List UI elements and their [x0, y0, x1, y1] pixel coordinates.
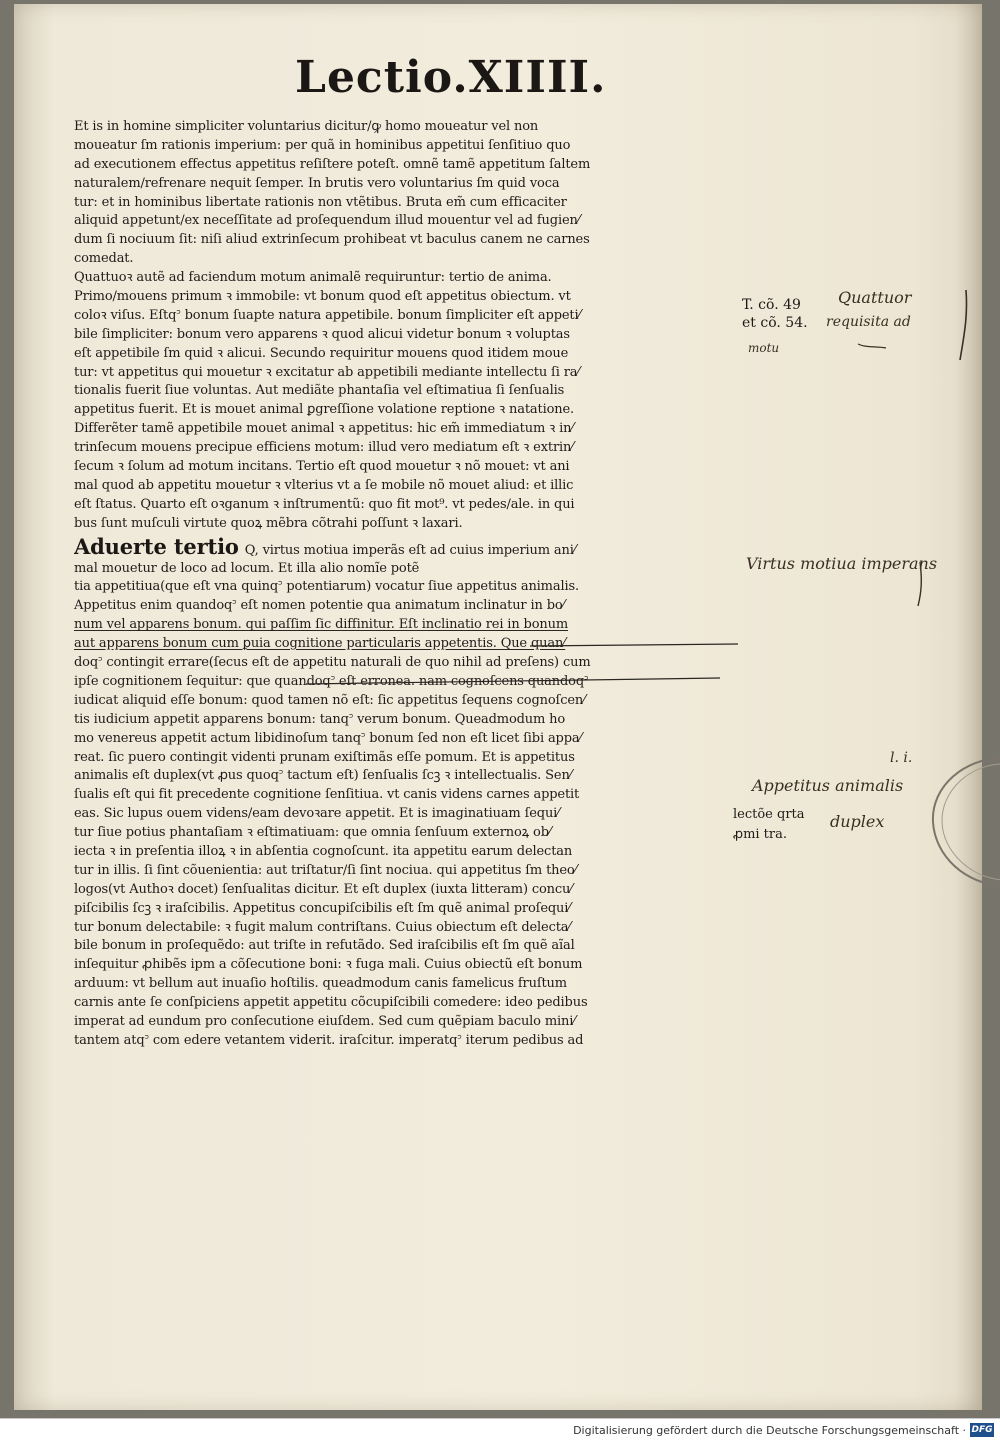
text-line: coloꝛ viſus. Eſtq꜄ bonum ſuapte natura appetibile. bonum ſimpliciter eſt appeti⁄ [74, 307, 581, 323]
text-line: Primo/mouens primum ꝛ immobile: vt bonum quod eſt appetitus obiectum. vt [74, 289, 571, 305]
main-text-column [74, 118, 740, 1051]
handwritten-note-virtus: Virtus motiua imperans [746, 554, 938, 573]
text-line: reat. ſic puero contingit videnti prunam exiſtimãs eſſe pomum. Et is appetitus [74, 749, 575, 765]
text-line: appetitus fuerit. Et is mouet animal ꝑgreſſione volatione reptione ꝛ natatione. [74, 402, 574, 418]
text-line: tur in illis. ſi ſint cõuenientia: aut triſtatur/ſi ſint nociua. qui appetitus ſm theo⁄ [74, 862, 577, 878]
lesson-heading: Lectio.XIIII. [295, 52, 607, 103]
margin-ref-2: et cõ. 54. [742, 315, 808, 331]
text-line: Appetitus enim quandoq꜄ eſt nomen potentie qua animatum inclinatur in bo⁄ [74, 598, 565, 614]
text-line: ſualis eſt qui fit precedente cognitione ſenſitiua. vt canis videns carnes appetit [74, 787, 580, 803]
text-line: Et is in homine simpliciter voluntarius dicitur/ꝙ homo moueatur vel non [74, 119, 539, 134]
handwritten-note-appetitus: Appetitus animalis [752, 776, 904, 795]
text-line-underlined: aut apparens bonum cum ꝑuia cognitione particularis appetentis. Que quan⁄ [74, 636, 566, 652]
text-line: imperat ad eundum pro conſecutione eiuſdem. Sed cum quẽpiam baculo mini⁄ [74, 1013, 576, 1029]
text-line-underlined: num vel apparens bonum. qui paſſim ſic diffinitur. Eſt inclinatio rei in bonum [74, 617, 568, 633]
text-line: tis iudicium appetit apparens bonum: tanq꜄ verum bonum. Queadmodum ho [74, 711, 566, 727]
text-line: inſequitur ꝓhibẽs ipm a cõſecutione boni: ꝛ fuga mali. Cuius obiectũ eſt bonum [74, 957, 583, 973]
text-line: eas. Sic lupus ouem videns/eam devoꝛare appetit. Et is imaginatiuam ſequi⁄ [74, 806, 560, 822]
text-line: bile bonum in proſequẽdo: aut triſte in refutãdo. Sed iraſcibilis eſt ſm quẽ aĩal [74, 938, 575, 954]
paragraph-1 [74, 118, 740, 269]
text-line: doq꜄ contingit errare(ſecus eſt de appetitu naturali de quo nihil ad preſens) cum [74, 655, 591, 671]
text-line: tur bonum delectabile: ꝛ fugit malum contriſtans. Cuius obiectum eſt delecta⁄ [74, 919, 571, 935]
margin-note-2: ꝓmi tra. [733, 827, 788, 842]
handwritten-note-duplex: duplex [830, 812, 885, 831]
dfg-logo: DFG [971, 1425, 993, 1435]
text-line: carnis ante ſe conſpiciens appetit appetitu cõcupiſcibili comedere: ideo pedibus [74, 995, 588, 1011]
text-line: iecta ꝛ in preſentia illoꝝ ꝛ in abſentia cognoſcunt. ita appetitu earum delectan [74, 843, 573, 859]
margin-ref-1: T. cõ. 49 [742, 297, 801, 313]
text-line: naturalem/refrenare nequit ſemper. In brutis vero voluntarius ſm quid voca [74, 175, 560, 191]
text-line: mal mouetur de loco ad locum. Et illa alio nomĩe potẽ [74, 560, 420, 576]
text-line: ipſe cognitionem ſequitur: que quandoq꜄ eſt erronea. nam cognoſcens quandoq꜄ [74, 673, 589, 689]
text-line: eſt ſtatus. Quarto eſt oꝛganum ꝛ inſtrumentũ: quo fit mot⁹. vt pedes/ale. in qui [74, 496, 575, 512]
text-line: tur ſiue potius phantaſiam ꝛ eſtimatiuam: que omnia ſenſuum externoꝝ ob⁄ [74, 825, 551, 841]
text-line: tur: et in hominibus libertate rationis non vtẽtibus. Bruta em̃ cum efficaciter [74, 194, 567, 210]
text-line: arduum: vt bellum aut inuaſio hoſtilis. queadmodum canis famelicus fruſtum [74, 976, 567, 992]
lead-word: Aduerte tertio [74, 533, 239, 559]
handwritten-note-requisita: requisita ad [826, 314, 911, 330]
text-line: tionalis fuerit ſiue voluntas. Aut mediãte phantaſia vel eſtimatiua ſi ſenſualis [74, 383, 565, 399]
text-line: trinſecum mouens precipue efficiens motum: illud vero mediatum eſt ꝛ extrin⁄ [74, 440, 574, 456]
handwritten-tail-stroke [906, 560, 936, 610]
text-line: bile ſimpliciter: bonum vero apparens ꝛ quod alicui videtur bonum ꝛ voluptas [74, 326, 570, 342]
handwritten-underline-strokes [300, 640, 740, 700]
handwritten-note-quattuor: Quattuor [838, 288, 912, 307]
text-line: Differẽter tamẽ appetibile mouet animal ꝛ appetitus: hic em̃ immediatum ꝛ in⁄ [74, 421, 574, 437]
paragraph-2 [74, 269, 740, 533]
text-line-lead [74, 534, 740, 560]
text-line: Quattuoꝛ autẽ ad faciendum motum animalẽ requiruntur: tertio de anima. [74, 270, 552, 286]
handwritten-mark: l. i. [890, 750, 913, 766]
handwritten-bracket-stroke [856, 286, 976, 366]
footer-bar [0, 1418, 1000, 1443]
margin-note-1: lectõe qrta [733, 807, 805, 822]
text-line: dum ſi nociuum ſit: niſi aliud extrinſecum prohibeat vt baculus canem ne carnes [74, 232, 590, 248]
text-line: iudicat aliquid eſſe bonum: quod tamen nõ eſt: ſic appetitus ſequens cognoſcen⁄ [74, 692, 586, 708]
text-line: mo venereus appetit actum libidinoſum tanq꜄ bonum ſed non eſt licet ſibi appa⁄ [74, 730, 582, 746]
text-line: logos(vt Authoꝛ docet) ſenſualitas dicitur. Et eſt duplex (iuxta litteram) concu⁄ [74, 881, 573, 897]
handwritten-note-motu: motu [748, 341, 780, 355]
text-line: mal quod ab appetitu mouetur ꝛ vlterius vt a ſe mobile nõ mouet aliud: et illic [74, 477, 574, 493]
text-line: ad executionem effectus appetitus reſiſtere poteſt. omnẽ tamẽ appetitum ſaltem [74, 156, 591, 172]
text-line: tur: vt appetitus qui mouetur ꝛ excitatur ab appetibili mediante intellectu ſi ra⁄ [74, 364, 580, 380]
lead-rest: Q, virtus motiua imperãs eſt ad cuius imperium ani⁄ [244, 542, 576, 558]
paragraph-3 [74, 534, 740, 1051]
text-line: comedat. [74, 251, 134, 267]
text-line: bus ſunt muſculi virtute quoꝝ mẽbra cõtrahi poſſunt ꝛ laxari. [74, 515, 463, 531]
text-line: animalis eſt duplex(vt ꝓus quoq꜄ tactum eſt) ſenſualis ſcꝫ ꝛ intellectualis. Sen⁄ [74, 768, 572, 784]
text-line: ſecum ꝛ ſolum ad motum incitans. Tertio eſt quod mouetur ꝛ nõ mouet: vt ani [74, 459, 570, 475]
text-line: aliquid appetunt/ex neceſſitate ad proſequendum illud mouentur vel ad fugien⁄ [74, 213, 580, 229]
text-line: eſt appetibile ſm quid ꝛ alicui. Secundo requiritur mouens quod itidem moue [74, 345, 569, 361]
page-fold-shadow [954, 4, 982, 1410]
text-line: tia appetitiua(que eſt vna quinq꜄ potentiarum) vocatur ſiue appetitus animalis. [74, 579, 579, 595]
text-line: piſcibilis ſcꝫ ꝛ iraſcibilis. Appetitus concupiſcibilis eſt ſm quẽ animal proſequi⁄ [74, 900, 571, 916]
funding-credit: Digitalisierung gefördert durch die Deutsche Forschungsgemeinschaft · [573, 1424, 966, 1437]
text-line: moueatur ſm rationis imperium: per quã in hominibus appetitui ſenſitiuo quo [74, 137, 571, 153]
text-line: tantem atq꜄ com edere vetantem viderit. iraſcitur. imperatq꜄ iterum pedibus ad [74, 1032, 584, 1048]
page-tab-loop [925, 752, 1000, 892]
